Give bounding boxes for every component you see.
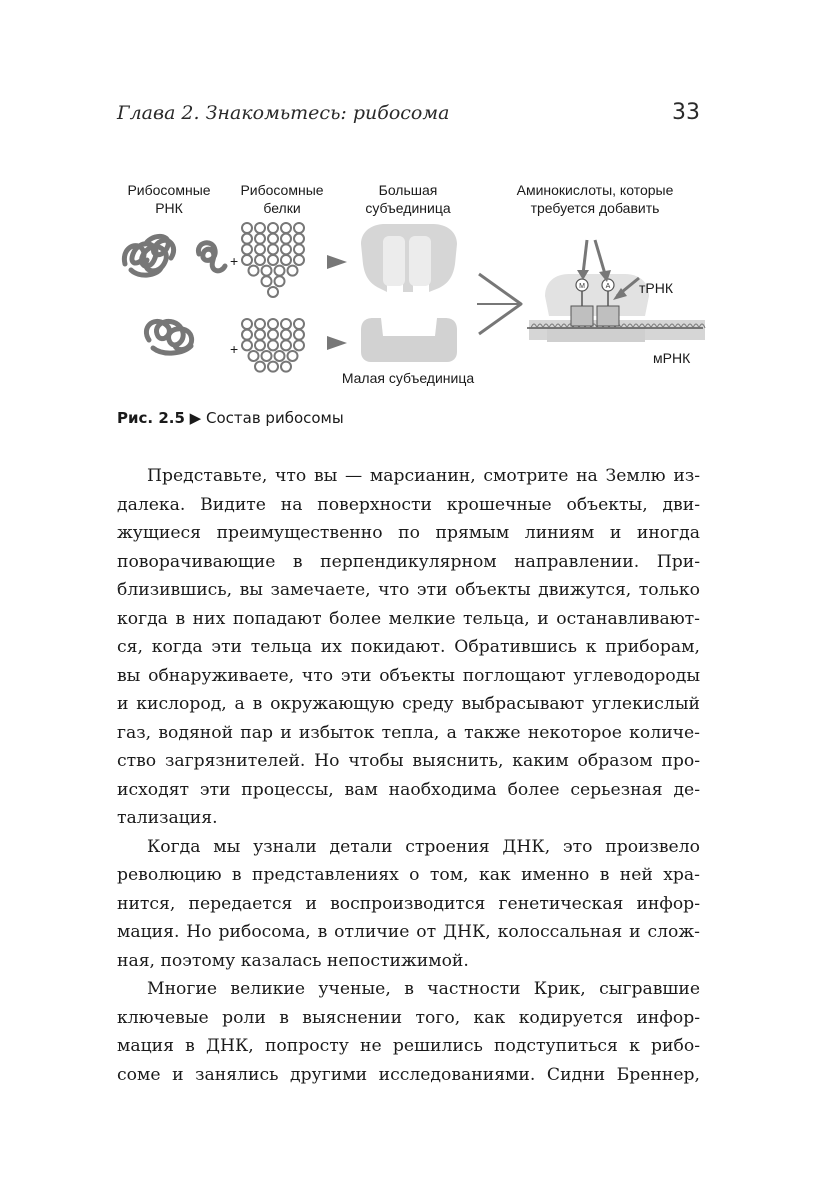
text-line: и кислород, а в окружающую среду выбрасывают углекислый xyxy=(117,694,700,714)
text-line: революцию в представлениях о том, как именно в ней хра- xyxy=(117,865,700,885)
text-line: ство загрязнителей. Но чтобы выяснить, каким образом про- xyxy=(117,751,700,771)
text-line: тализация. xyxy=(117,808,218,828)
text-line: когда в них попадают более мелкие тельца, и останавливают- xyxy=(117,608,700,629)
protein-circle xyxy=(281,362,291,372)
ribosomal-proteins-bottom xyxy=(242,319,304,372)
label-small-subunit: Малая субъединица xyxy=(341,370,475,386)
ribosomal-proteins-top xyxy=(242,223,304,297)
protein-circle xyxy=(242,244,252,254)
text-line: ная, поэтому казалась непостижимой. xyxy=(117,950,469,971)
protein-circle xyxy=(281,319,291,329)
page-header xyxy=(117,100,700,130)
protein-circle xyxy=(255,362,265,372)
text-line: Когда мы узнали детали строения ДНК, это произвело xyxy=(147,836,700,857)
arrow-top xyxy=(327,255,347,269)
text-line: мация в ДНК, попросту не решились подступиться к рибо- xyxy=(117,1036,700,1056)
text-line: далека. Видите на поверхности крошечные объекты, дви- xyxy=(117,494,700,515)
protein-circle xyxy=(281,223,291,233)
protein-circle xyxy=(255,319,265,329)
plus-sign-top: + xyxy=(230,253,239,269)
protein-circle xyxy=(288,351,298,361)
arrow-bottom xyxy=(327,336,347,350)
protein-circle xyxy=(275,276,285,286)
text-line: жущиеся преимущественно по прямым линиям и иногда xyxy=(117,523,700,543)
small-subunit xyxy=(361,318,457,362)
paragraph-3 xyxy=(117,975,700,1089)
label-proteins-line1: Рибосомные xyxy=(240,182,324,198)
protein-circle xyxy=(262,351,272,361)
label-amino-line1: Аминокислоты, которые xyxy=(516,182,674,198)
rrna-large-scribble xyxy=(124,236,173,275)
text-line: соме и занялись другими исследованиями. Сидни Бреннер, xyxy=(117,1064,700,1085)
protein-circle xyxy=(281,255,291,265)
protein-circle xyxy=(242,340,252,350)
text-line: поворачивающие в перпендикулярном направлении. При- xyxy=(117,551,700,572)
body-text xyxy=(117,462,700,1089)
large-subunit xyxy=(361,224,457,292)
protein-circle xyxy=(281,244,291,254)
caption-number: Рис. 2.5 xyxy=(117,409,185,427)
text-line: близившись, вы замечаете, что эти объекты движутся, только xyxy=(117,580,700,600)
text-line: ключевые роли в выяснении того, как кодируется инфор- xyxy=(117,1007,700,1028)
protein-circle xyxy=(268,330,278,340)
protein-circle xyxy=(249,351,259,361)
protein-circle xyxy=(281,340,291,350)
protein-circle xyxy=(268,340,278,350)
label-trna: тРНК xyxy=(639,280,674,296)
protein-circle xyxy=(268,223,278,233)
ribosome-figure xyxy=(117,178,707,396)
protein-circle xyxy=(268,234,278,244)
protein-circle xyxy=(275,266,285,276)
ribosome-diagram xyxy=(117,178,707,396)
text-line: нится, передается и воспроизводится генетическая инфор- xyxy=(117,893,700,914)
rrna-small-scribble xyxy=(198,243,225,271)
text-line: Многие великие ученые, в частности Крик, сыгравшие xyxy=(147,979,700,999)
protein-circle xyxy=(268,319,278,329)
text-line: вы обнаруживаете, что эти объекты поглощают углеводороды xyxy=(117,665,700,686)
protein-circle xyxy=(255,330,265,340)
paragraph-2 xyxy=(117,833,700,976)
protein-circle xyxy=(275,351,285,361)
paragraph-1 xyxy=(117,462,700,833)
protein-circle xyxy=(294,340,304,350)
protein-circle xyxy=(249,266,259,276)
protein-circle xyxy=(294,330,304,340)
text-line: ся, когда эти тельца их покидают. Обратившись к приборам, xyxy=(117,637,700,657)
protein-circle xyxy=(242,319,252,329)
protein-circle xyxy=(242,330,252,340)
label-amino-line2: требуется добавить xyxy=(530,200,660,216)
protein-circle xyxy=(294,255,304,265)
label-large-line2: субъединица xyxy=(365,200,451,216)
assembly-arrow xyxy=(477,274,521,334)
protein-circle xyxy=(242,255,252,265)
rrna-bottom-scribble xyxy=(146,321,191,353)
figure-caption xyxy=(117,409,700,427)
protein-circle xyxy=(288,266,298,276)
protein-circle xyxy=(242,234,252,244)
codon-a: A xyxy=(605,283,611,290)
protein-circle xyxy=(294,234,304,244)
protein-circle xyxy=(255,234,265,244)
label-proteins-line2: белки xyxy=(263,200,301,216)
text-line: мация. Но рибосома, в отличие от ДНК, колоссальная и слож- xyxy=(117,922,700,942)
protein-circle xyxy=(268,362,278,372)
protein-circle xyxy=(281,234,291,244)
protein-circle xyxy=(268,287,278,297)
text-line: Представьте, что вы — марсианин, смотрите на Землю из- xyxy=(147,466,700,486)
running-title: Глава 2. Знакомьтесь: рибосома xyxy=(117,102,450,124)
protein-circle xyxy=(281,330,291,340)
protein-circle xyxy=(262,276,272,286)
protein-circle xyxy=(268,244,278,254)
page-number: 33 xyxy=(672,100,700,125)
protein-circle xyxy=(255,244,265,254)
codon-m: M xyxy=(579,283,585,290)
protein-circle xyxy=(294,244,304,254)
label-rrna-line2: РНК xyxy=(155,200,183,216)
protein-circle xyxy=(294,223,304,233)
label-rrna-line1: Рибосомные xyxy=(127,182,211,198)
label-mrna: мРНК xyxy=(653,350,691,366)
protein-circle xyxy=(255,223,265,233)
text-line: исходят эти процессы, вам наобходима более серьезная де- xyxy=(117,779,700,800)
caption-text: Состав рибосомы xyxy=(206,409,344,427)
protein-circle xyxy=(294,319,304,329)
protein-circle xyxy=(242,223,252,233)
protein-circle xyxy=(268,255,278,265)
text-line: газ, водяной пар и избыток тепла, а также некоторое количе- xyxy=(117,722,700,743)
label-large-line1: Большая xyxy=(378,182,438,198)
protein-circle xyxy=(262,266,272,276)
caption-arrow-icon: ▶ xyxy=(189,409,202,427)
protein-circle xyxy=(255,255,265,265)
plus-sign-bottom: + xyxy=(230,341,239,357)
protein-circle xyxy=(255,340,265,350)
